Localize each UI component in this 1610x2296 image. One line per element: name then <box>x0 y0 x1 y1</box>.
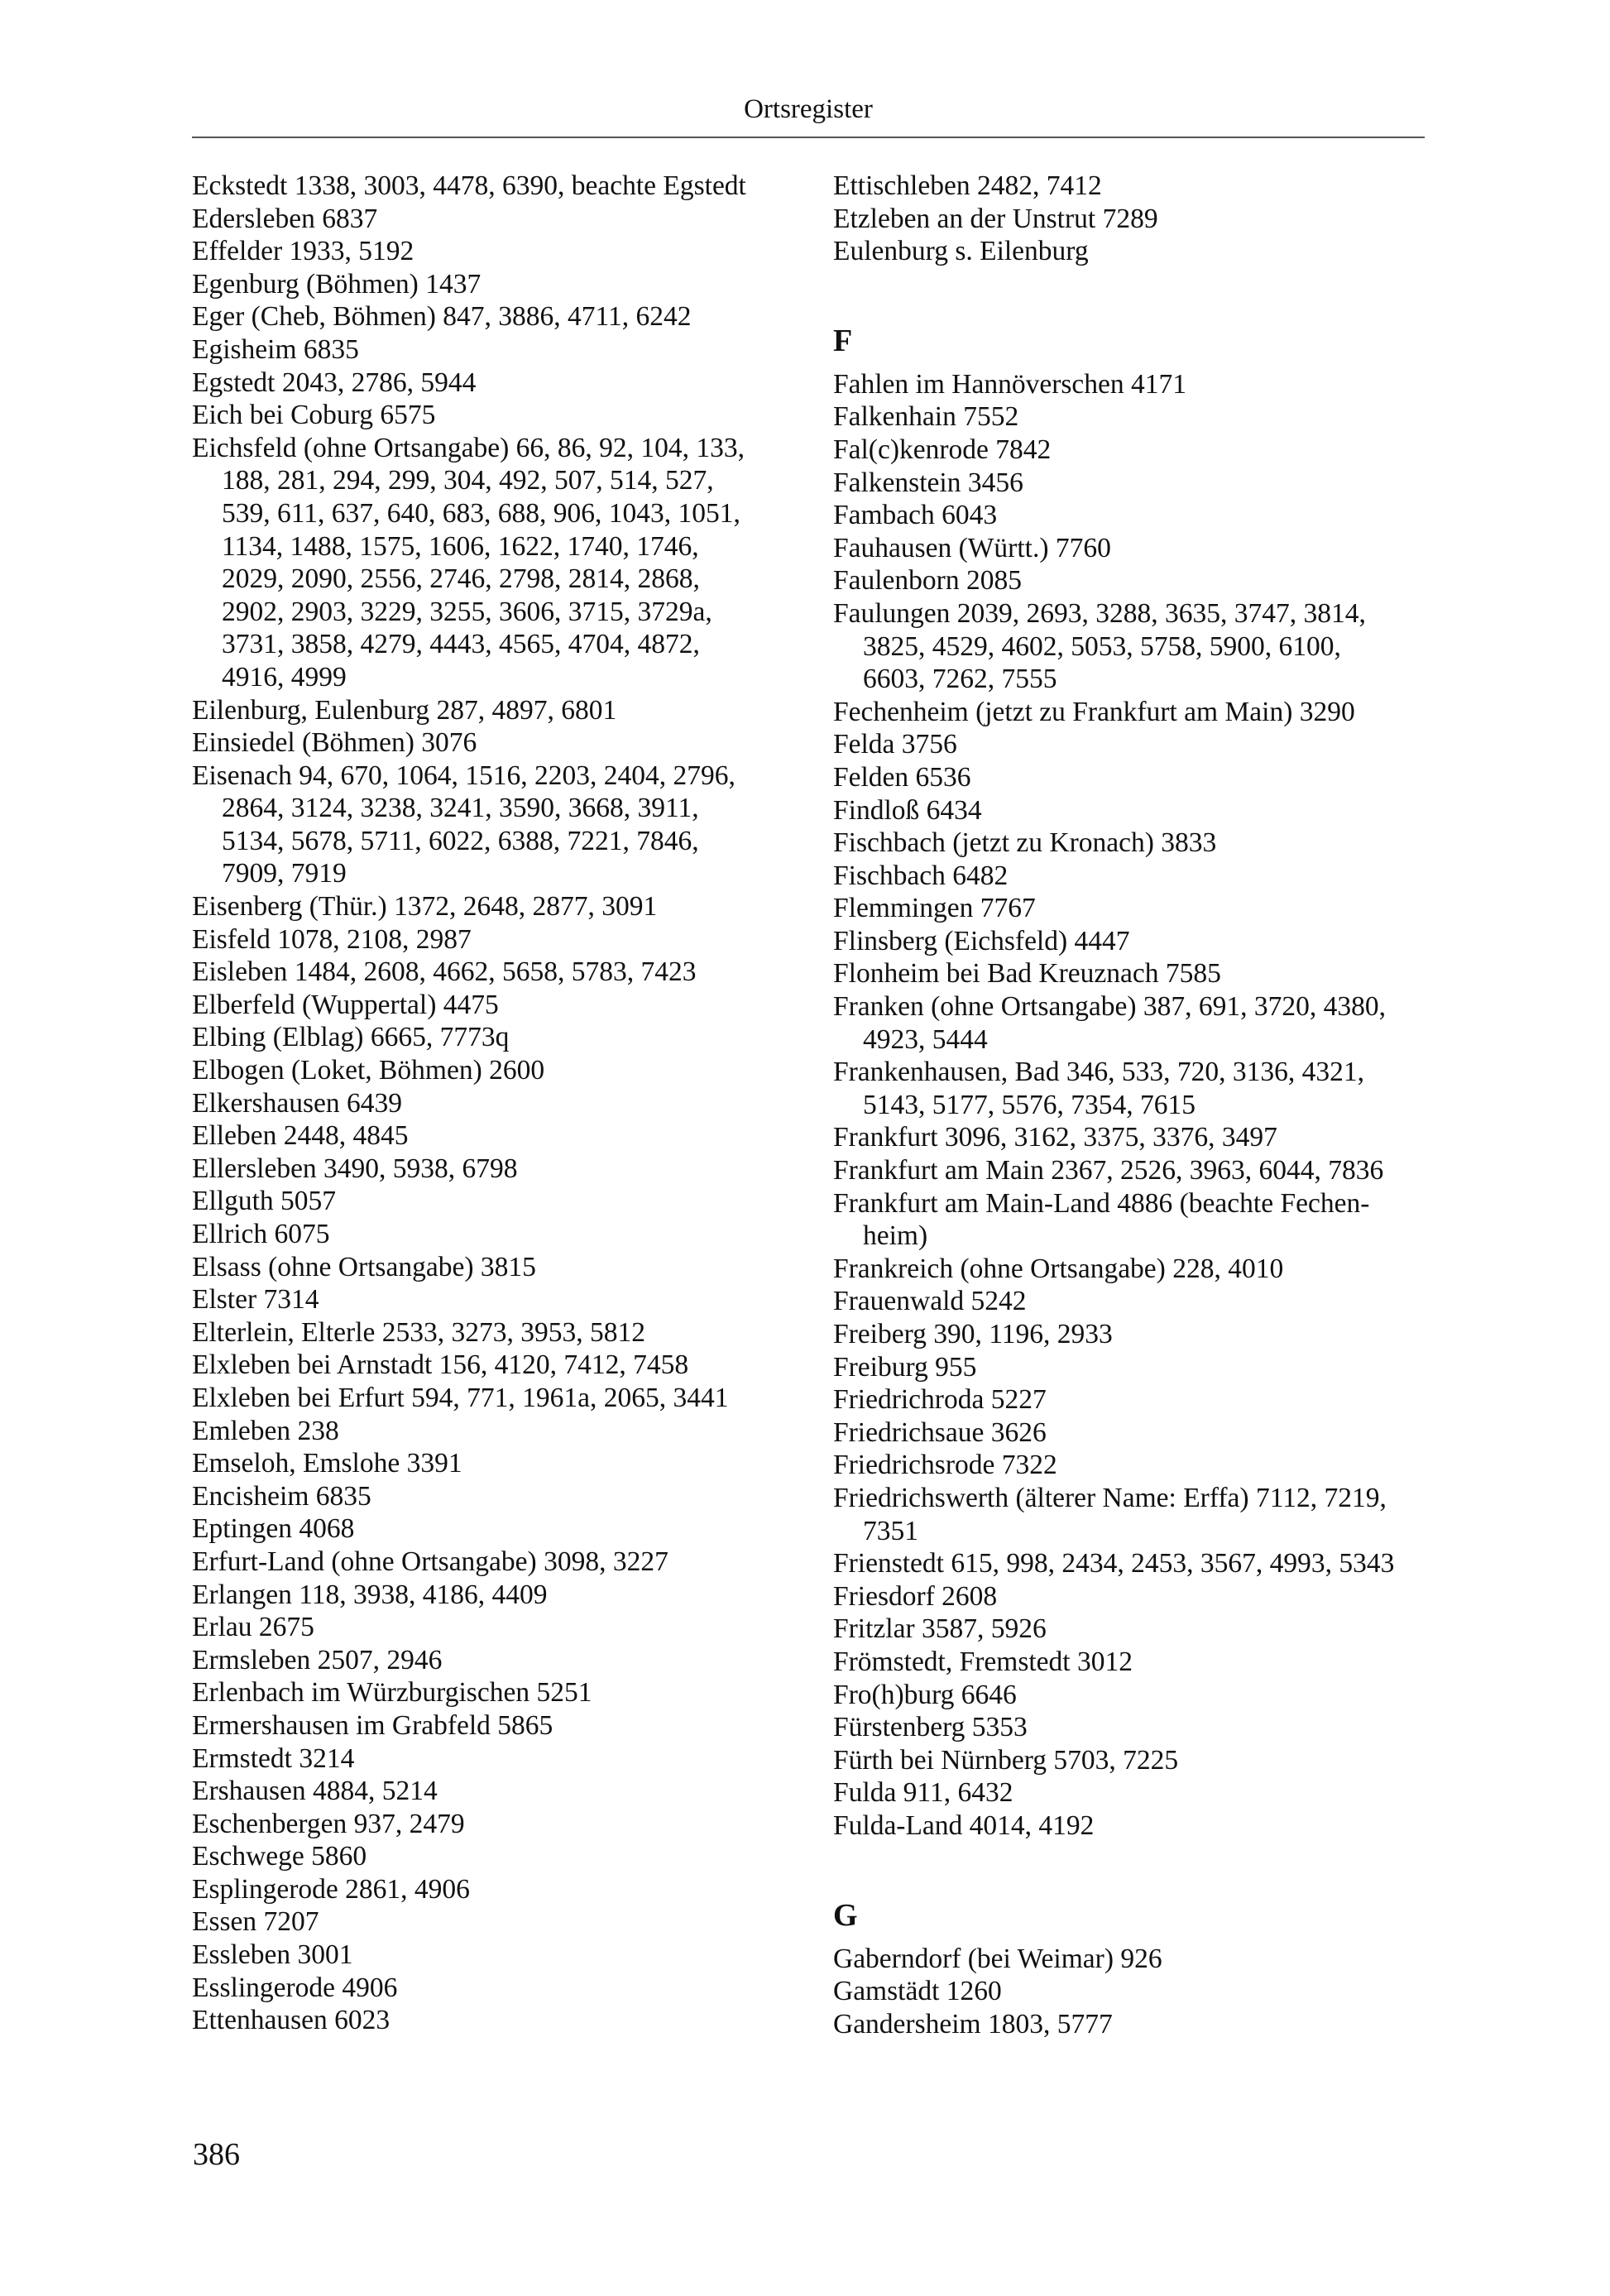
index-entry-line: Edersleben 6837 <box>192 203 378 234</box>
index-entry <box>192 367 779 400</box>
index-entry <box>192 923 779 956</box>
index-entry <box>192 694 779 727</box>
index-entry <box>833 1121 1425 1154</box>
index-column-left <box>192 170 779 2037</box>
index-entry-line: Fro(h)burg 6646 <box>833 1679 1017 1710</box>
index-entry <box>192 170 779 203</box>
index-entry-line: Ellguth 5057 <box>192 1186 337 1217</box>
index-entry <box>192 1676 779 1709</box>
index-entry-line: Flemmingen 7767 <box>833 893 1036 924</box>
index-entry-line: Etzleben an der Unstrut 7289 <box>833 203 1158 234</box>
index-entry <box>833 1154 1425 1187</box>
index-section <box>833 1899 1425 2041</box>
index-entry-line: Ermstedt 3214 <box>192 1742 355 1774</box>
index-entry-line: Fambach 6043 <box>833 500 998 531</box>
index-entry-line: Fulda 911, 6432 <box>833 1777 1013 1809</box>
index-entry <box>833 467 1425 500</box>
index-entry-line: Fischbach 6482 <box>833 860 1009 891</box>
index-entry-line: Essen 7207 <box>192 1906 319 1938</box>
index-entry-line: Egstedt 2043, 2786, 5944 <box>192 367 477 398</box>
index-entry-line: Findloß 6434 <box>833 794 982 826</box>
index-entry-line: Fechenheim (jetzt zu Frankfurt am Main) 3290 <box>833 696 1355 727</box>
index-entry <box>192 1153 779 1186</box>
index-entry <box>833 1285 1425 1318</box>
index-entry <box>833 1679 1425 1712</box>
index-entry <box>192 1579 779 1612</box>
index-entry <box>192 235 779 268</box>
index-entry-line: Faulenborn 2085 <box>833 565 1022 597</box>
index-entry <box>192 760 779 890</box>
index-entry-line: Eger (Cheb, Böhmen) 847, 3886, 4711, 6242 <box>192 301 692 333</box>
index-entry <box>833 1943 1425 1976</box>
index-entry-line: Ellrich 6075 <box>192 1219 330 1249</box>
index-entry <box>192 956 779 989</box>
index-entry-line: Emseloh, Emslohe 3391 <box>192 1448 462 1479</box>
index-entry <box>833 827 1425 860</box>
index-entry <box>192 1415 779 1448</box>
index-entry-line: Elbing (Elblag) 6665, 7773q <box>192 1022 510 1053</box>
index-entry <box>833 1809 1425 1843</box>
index-entry-line: Elleben 2448, 4845 <box>192 1120 409 1152</box>
index-entry-line: Flonheim bei Bad Kreuznach 7585 <box>833 958 1221 990</box>
index-entry-line: Fischbach (jetzt zu Kronach) 3833 <box>833 827 1217 859</box>
index-entry <box>192 1611 779 1644</box>
index-entry-line: Eptingen 4068 <box>192 1513 355 1545</box>
index-entry <box>192 1251 779 1284</box>
index-entry <box>833 597 1425 696</box>
index-entry-line: Faulungen 2039, 2693, 3288, 3635, 3747, 3814, <box>833 597 1366 629</box>
index-entry-continuation: 539, 611, 637, 640, 683, 688, 906, 1043, 1051, <box>222 497 740 529</box>
index-entry-line: Fahlen im Hannöverschen 4171 <box>833 368 1187 400</box>
index-entry-continuation: 4916, 4999 <box>222 661 347 693</box>
index-entry-continuation: 5134, 5678, 5711, 6022, 6388, 7221, 7846, <box>222 825 699 856</box>
index-entry <box>833 1253 1425 1286</box>
index-entry-line: Eich bei Coburg 6575 <box>192 400 436 431</box>
index-entry <box>833 1613 1425 1646</box>
index-entry-continuation: 188, 281, 294, 299, 304, 492, 507, 514, 527, <box>222 465 714 496</box>
index-entry-line: Friedrichroda 5227 <box>833 1384 1047 1416</box>
index-entry-line: Frankenhausen, Bad 346, 533, 720, 3136, 4321, <box>833 1057 1365 1088</box>
index-entry-continuation: 2902, 2903, 3229, 3255, 3606, 3715, 3729a, <box>222 596 712 627</box>
index-entry <box>833 1351 1425 1384</box>
index-entry-line: Encisheim 6835 <box>192 1480 371 1512</box>
index-entry-continuation: heim) <box>863 1220 928 1252</box>
index-entry-continuation: 3825, 4529, 4602, 5053, 5758, 5900, 6100, <box>863 630 1341 662</box>
index-entry-line: Friesdorf 2608 <box>833 1580 998 1612</box>
index-entry-line: Eisleben 1484, 2608, 4662, 5658, 5783, 7423 <box>192 956 697 988</box>
index-entry-line: Elkershausen 6439 <box>192 1087 402 1119</box>
index-entry-line: Eisenach 94, 670, 1064, 1516, 2203, 2404, 2796, <box>192 760 736 791</box>
index-entry-line: Frienstedt 615, 998, 2434, 2453, 3567, 4993, 5343 <box>833 1548 1395 1579</box>
index-entry <box>833 1416 1425 1450</box>
index-entry <box>833 1547 1425 1580</box>
index-entry <box>833 728 1425 761</box>
index-entry <box>192 1972 779 2005</box>
index-entry-line: Elterlein, Elterle 2533, 3273, 3953, 5812 <box>192 1316 645 1348</box>
index-entry-line: Friedrichsaue 3626 <box>833 1416 1047 1448</box>
index-entry <box>192 1905 779 1939</box>
index-entry-continuation: 2864, 3124, 3238, 3241, 3590, 3668, 3911, <box>222 793 699 824</box>
index-entry <box>833 892 1425 925</box>
index-entry <box>833 1711 1425 1744</box>
index-entry <box>192 989 779 1022</box>
page-number: 386 <box>193 2137 240 2172</box>
index-entry-line: Ermsleben 2507, 2946 <box>192 1644 443 1675</box>
index-entry-line: Erlangen 118, 3938, 4186, 4409 <box>192 1579 548 1610</box>
index-entry-line: Eichsfeld (ohne Ortsangabe) 66, 86, 92, 104, 133, <box>192 432 745 463</box>
index-entry-line: Ershausen 4884, 5214 <box>192 1776 438 1807</box>
index-entry <box>833 990 1425 1056</box>
index-entry <box>833 1187 1425 1253</box>
index-entry-line: Essleben 3001 <box>192 1939 353 1971</box>
index-entry-line: Frauenwald 5242 <box>833 1286 1027 1317</box>
index-entry-line: Elxleben bei Erfurt 594, 771, 1961a, 2065, 3441 <box>192 1382 729 1413</box>
index-entry <box>192 333 779 367</box>
index-entry-continuation: 4923, 5444 <box>863 1023 988 1055</box>
index-entry <box>192 1218 779 1251</box>
index-entry <box>833 696 1425 729</box>
index-entry <box>833 170 1425 203</box>
index-entry <box>192 1185 779 1218</box>
index-entry-line: Freiberg 390, 1196, 2933 <box>833 1319 1113 1349</box>
index-section <box>833 324 1425 1843</box>
index-entry <box>192 1939 779 1972</box>
index-entry <box>833 1580 1425 1613</box>
index-entry-line: Freiburg 955 <box>833 1351 977 1383</box>
index-entry-line: Elxleben bei Arnstadt 156, 4120, 7412, 7458 <box>192 1349 689 1381</box>
index-entry <box>192 2004 779 2037</box>
section-letter-heading: F <box>833 323 853 358</box>
index-entry <box>192 1283 779 1316</box>
index-entry-line: Fritzlar 3587, 5926 <box>833 1613 1047 1645</box>
index-entry <box>833 564 1425 597</box>
index-entry-line: Ettischleben 2482, 7412 <box>833 170 1102 201</box>
index-entry-line: Elster 7314 <box>192 1284 319 1316</box>
index-entry <box>833 400 1425 434</box>
index-entry-line: Eckstedt 1338, 3003, 4478, 6390, beachte Egstedt <box>192 170 746 201</box>
index-entry-line: Frankfurt am Main 2367, 2526, 3963, 6044, 7836 <box>833 1155 1384 1186</box>
index-entry-line: Eilenburg, Eulenburg 287, 4897, 6801 <box>192 694 617 726</box>
section-letter-heading: G <box>833 1897 858 1933</box>
index-entry-line: Friedrichswerth (älterer Name: Erffa) 7112, 7219, <box>833 1482 1387 1513</box>
index-entry <box>833 1744 1425 1777</box>
index-entry-line: Fürstenberg 5353 <box>833 1712 1028 1743</box>
index-entry <box>833 1383 1425 1416</box>
index-entry-line: Eisfeld 1078, 2108, 2987 <box>192 923 472 955</box>
index-entry <box>192 1119 779 1153</box>
index-entry <box>192 399 779 432</box>
index-entry <box>192 1808 779 1841</box>
index-entry-line: Felden 6536 <box>833 761 971 793</box>
index-entry-line: Erfurt-Land (ohne Ortsangabe) 3098, 3227 <box>192 1546 668 1577</box>
index-entry <box>192 890 779 923</box>
index-entry <box>833 235 1425 268</box>
index-entry-line: Fulda-Land 4014, 4192 <box>833 1809 1095 1841</box>
index-entry <box>833 761 1425 794</box>
index-entry <box>833 1975 1425 2008</box>
index-entry <box>833 1646 1425 1679</box>
index-entry <box>833 1776 1425 1809</box>
index-entry <box>833 1056 1425 1121</box>
index-entry <box>192 1512 779 1546</box>
index-entry-line: Gaberndorf (bei Weimar) 926 <box>833 1943 1162 1974</box>
index-entry-line: Egisheim 6835 <box>192 333 359 365</box>
index-entry <box>192 1840 779 1873</box>
index-entry-line: Felda 3756 <box>833 729 957 760</box>
index-entry-line: Eschenbergen 937, 2479 <box>192 1808 465 1839</box>
index-entry-line: Frankfurt 3096, 3162, 3375, 3376, 3497 <box>833 1122 1277 1153</box>
index-entry <box>192 1546 779 1579</box>
index-entry <box>833 203 1425 236</box>
index-entry-line: Falkenhain 7552 <box>833 401 1019 433</box>
index-entry-line: Friedrichsrode 7322 <box>833 1450 1057 1481</box>
index-entry <box>833 1318 1425 1351</box>
index-entry <box>833 1482 1425 1547</box>
index-entry-line: Gandersheim 1803, 5777 <box>833 2008 1113 2040</box>
index-entry <box>192 1873 779 1906</box>
index-entry <box>192 1349 779 1382</box>
header-rule <box>192 137 1425 138</box>
index-entry <box>192 1382 779 1415</box>
index-entry <box>192 300 779 333</box>
index-entry <box>192 1054 779 1087</box>
index-entry <box>192 1709 779 1742</box>
index-entry <box>192 1742 779 1776</box>
index-entry <box>833 368 1425 401</box>
index-entry-line: Eulenburg s. Eilenburg <box>833 236 1089 267</box>
index-entry <box>192 1480 779 1513</box>
index-entry-line: Eschwege 5860 <box>192 1841 367 1872</box>
index-entry <box>833 499 1425 532</box>
index-entry <box>833 532 1425 565</box>
index-entry-line: Einsiedel (Böhmen) 3076 <box>192 727 477 759</box>
index-entry-line: Elsass (ohne Ortsangabe) 3815 <box>192 1251 536 1282</box>
running-title: Ortsregister <box>744 94 873 124</box>
index-entry <box>192 432 779 694</box>
index-entry-line: Elbogen (Loket, Böhmen) 2600 <box>192 1055 545 1086</box>
index-entry-continuation: 7909, 7919 <box>222 858 347 889</box>
index-entry <box>833 434 1425 467</box>
index-entry-line: Erlenbach im Würzburgischen 5251 <box>192 1677 592 1709</box>
index-entry <box>192 1644 779 1677</box>
index-entry-line: Elberfeld (Wuppertal) 4475 <box>192 989 499 1020</box>
index-entry-line: Falkenstein 3456 <box>833 467 1023 498</box>
index-entry <box>192 203 779 236</box>
index-entry-continuation: 7351 <box>863 1515 918 1546</box>
index-entry-line: Emleben 238 <box>192 1415 339 1446</box>
index-entry <box>833 2008 1425 2041</box>
index-entry-line: Flinsberg (Eichsfeld) 4447 <box>833 925 1130 956</box>
index-entry-line: Frömstedt, Fremstedt 3012 <box>833 1646 1133 1677</box>
index-entry <box>192 1447 779 1480</box>
index-entry-continuation: 2029, 2090, 2556, 2746, 2798, 2814, 2868, <box>222 563 700 595</box>
index-entry <box>833 1449 1425 1482</box>
index-entry-line: Egenburg (Böhmen) 1437 <box>192 268 482 300</box>
index-entry <box>192 1021 779 1054</box>
index-entry-line: Fürth bei Nürnberg 5703, 7225 <box>833 1744 1179 1776</box>
index-entry-line: Frankreich (ohne Ortsangabe) 228, 4010 <box>833 1253 1284 1284</box>
index-entry <box>833 794 1425 827</box>
index-entry <box>192 1087 779 1120</box>
index-entry-line: Esplingerode 2861, 4906 <box>192 1873 470 1905</box>
index-entry-line: Ermershausen im Grabfeld 5865 <box>192 1709 553 1741</box>
index-entry-continuation: 1134, 1488, 1575, 1606, 1622, 1740, 1746, <box>222 530 699 562</box>
index-entry-line: Esslingerode 4906 <box>192 1972 398 2003</box>
index-entry <box>192 268 779 301</box>
index-column-right <box>833 170 1425 2040</box>
index-section <box>833 170 1425 268</box>
index-entry-line: Eisenberg (Thür.) 1372, 2648, 2877, 3091 <box>192 891 658 923</box>
index-entry-line: Fauhausen (Württ.) 7760 <box>833 532 1111 563</box>
index-entry <box>833 957 1425 990</box>
index-entry <box>192 1775 779 1808</box>
index-entry-line: Erlau 2675 <box>192 1612 314 1643</box>
index-entry <box>192 726 779 760</box>
index-entry-continuation: 5143, 5177, 5576, 7354, 7615 <box>863 1089 1196 1120</box>
index-entry-line: Effelder 1933, 5192 <box>192 236 414 267</box>
index-entry-continuation: 6603, 7262, 7555 <box>863 664 1057 695</box>
index-entry-line: Ettenhausen 6023 <box>192 2005 391 2036</box>
index-entry-line: Franken (ohne Ortsangabe) 387, 691, 3720, 4380, <box>833 991 1387 1023</box>
index-entry-line: Frankfurt am Main-Land 4886 (beachte Fechen- <box>833 1187 1370 1219</box>
index-entry <box>833 860 1425 893</box>
index-entry-line: Ellersleben 3490, 5938, 6798 <box>192 1153 518 1184</box>
index-entry-line: Gamstädt 1260 <box>833 1976 1002 2007</box>
index-entry-continuation: 3731, 3858, 4279, 4443, 4565, 4704, 4872, <box>222 629 700 660</box>
index-entry <box>833 925 1425 958</box>
index-section <box>192 170 779 2037</box>
index-entry-line: Fal(c)kenrode 7842 <box>833 434 1052 465</box>
index-entry <box>192 1316 779 1349</box>
